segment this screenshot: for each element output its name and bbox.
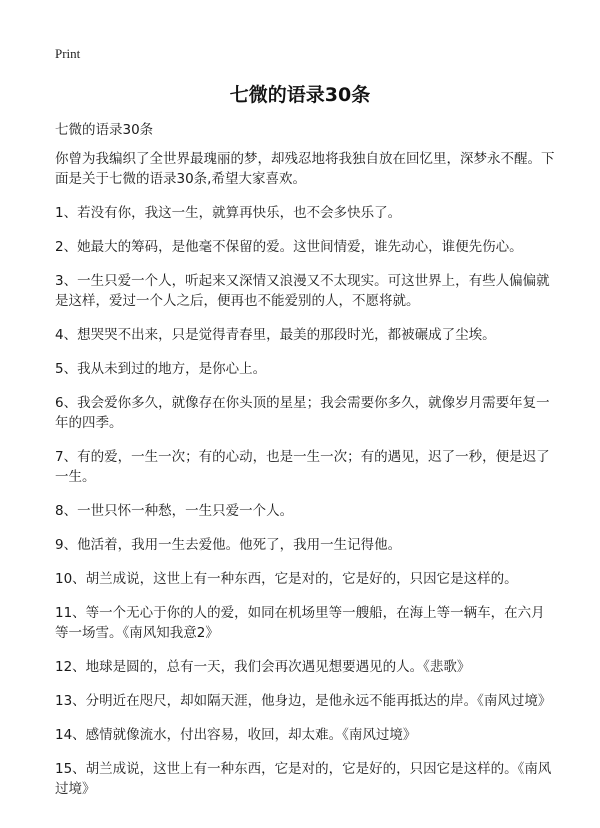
article-body	[55, 120, 555, 813]
quote-item: 10、胡兰成说，这世上有一种东西，它是对的，它是好的，只因它是这样的。	[55, 571, 518, 587]
print-link[interactable]: Print	[55, 46, 81, 61]
quote-item: 1、若没有你，我这一生，就算再快乐，也不会多快乐了。	[55, 205, 402, 221]
quote-item: 12、地球是圆的，总有一天，我们会再次遇见想要遇见的人。《悲歌》	[55, 659, 471, 675]
quote-item: 14、感情就像流水，付出容易，收回，却太难。《南风过境》	[55, 727, 417, 743]
quote-item: 7、有的爱，一生一次；有的心动，也是一生一次；有的遇见，迟了一秒，便是迟了一生。	[55, 449, 550, 485]
article-subtitle: 七微的语录30条	[55, 122, 154, 138]
quote-item: 8、一世只怀一种愁，一生只爱一个人。	[55, 503, 294, 519]
quote-item: 11、等一个无心于你的人的爱，如同在机场里等一艘船，在海上等一辆车，在六月等一场雪。《南风知我意2》	[55, 605, 545, 641]
quote-item: 2、她最大的筹码，是他毫不保留的爱。这世间情爱，谁先动心，谁便先伤心。	[55, 239, 523, 255]
quote-item: 15、胡兰成说，这世上有一种东西，它是对的，它是好的，只因它是这样的。《南风过境》	[55, 761, 552, 797]
quote-item: 9、他活着，我用一生去爱他。他死了，我用一生记得他。	[55, 537, 402, 553]
page-title: 七微的语录30条	[229, 84, 371, 106]
quote-item: 4、想哭哭不出来，只是觉得青春里，最美的那段时光，都被碾成了尘埃。	[55, 327, 496, 343]
intro-paragraph: 你曾为我编织了全世界最瑰丽的梦，却残忍地将我独自放在回忆里，深梦永不醒。下面是关于七微的语录30条,希望大家喜欢。	[55, 151, 555, 187]
quote-item: 5、我从未到过的地方，是你心上。	[55, 361, 267, 377]
quote-item: 13、分明近在咫尺，却如隔天涯，他身边，是他永远不能再抵达的岸。《南风过境》	[55, 693, 552, 709]
quote-item: 3、一生只爱一个人，听起来又深情又浪漫又不太现实。可这世界上，有些人偏偏就是这样，爱过一个人之后，便再也不能爱别的人，不愿将就。	[55, 273, 550, 309]
quote-item: 6、我会爱你多久，就像存在你头顶的星星；我会需要你多久，就像岁月需要年复一年的四季。	[55, 395, 550, 431]
